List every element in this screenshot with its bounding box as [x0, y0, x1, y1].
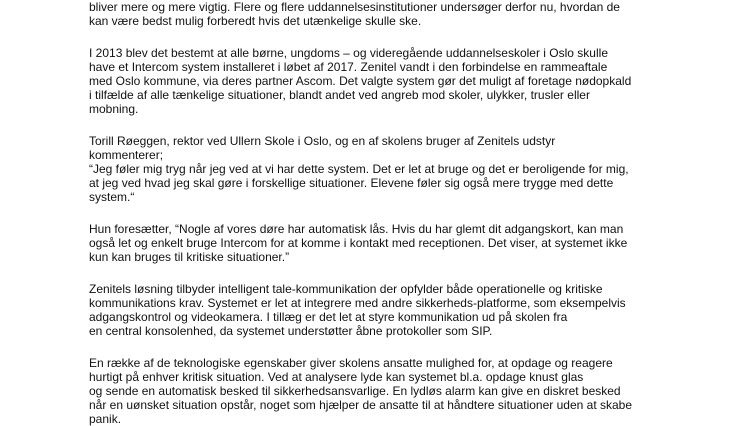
- paragraph-5-line-1: Zenitels løsning tilbyder intelligent tale-kommunikation der opfylder både operationelle og kritiske: [89, 282, 603, 296]
- paragraph-6-line-5: panik.: [89, 412, 122, 426]
- paragraph-2-line-2: have et Intercom system installeret i løbet af 2017. Zenitel vandt i den forbindelse en rammeaftale: [89, 60, 608, 74]
- paragraph-2-line-1: I 2013 blev det bestemt at alle børne, ungdoms – og videregående uddannelseskoler i Oslo skulle: [89, 46, 608, 60]
- paragraph-1-line-2: kan være bedst mulig forberedt hvis det utænkelige skulle ske.: [89, 14, 422, 28]
- paragraph-6-line-3: og sende en automatisk besked til sikkerhedsansvarlige. En lydløs alarm kan give en diskret besked: [89, 384, 621, 398]
- paragraph-3-line-4: at jeg ved hvad jeg skal gøre i forskellige situationer. Elevene føler sig også mere trygge med dette: [89, 176, 614, 190]
- paragraph-4-line-2: også let og enkelt bruge Intercom for at komme i kontakt med receptionen. Det viser, at systemet ikke: [89, 236, 628, 250]
- paragraph-1-line-1: bliver mere og mere vigtig. Flere og flere uddannelsesinstitutioner undersøger derfor nu, hvordan de: [89, 0, 620, 14]
- paragraph-6-line-4: når en uønsket situation opstår, noget som hjælper de ansatte til at håndtere situationer uden at skabe: [89, 398, 633, 412]
- paragraph-3-line-5: system.“: [89, 190, 135, 204]
- paragraph-4-line-3: kun kan bruges til kritiske situationer.”: [89, 250, 290, 264]
- paragraph-3-line-1: Torill Røeggen, rektor ved Ullern Skole i Oslo, og en af skolens bruger af Zenitels udstyr: [89, 134, 556, 148]
- paragraph-5-line-2: kommunikations krav. Systemet er let at integrere med andre sikkerheds-platforme, som eksempelvis: [89, 296, 626, 310]
- paragraph-2-line-4: i tilfælde af alle tænkelige situationer, blandt andet ved angreb mod skoler, ulykker, trusler eller: [89, 88, 590, 102]
- paragraph-2-line-5: mobning.: [89, 102, 139, 116]
- paragraph-2-line-3: med Oslo kommune, via deres partner Ascom. Det valgte system gør det muligt af foretage nødopkald: [89, 74, 632, 88]
- paragraph-4-line-1: Hun foresætter, “Nogle af vores døre har automatisk lås. Hvis du har glemt dit adgangskort, kan man: [89, 222, 624, 236]
- paragraph-5-line-4: en central konsolenhed, da systemet understøtter åbne protokoller som SIP.: [89, 324, 493, 338]
- paragraph-3-line-2: kommenterer;: [89, 148, 164, 162]
- paragraph-6-line-2: hurtigt på enhver kritisk situation. Ved at analysere lyde kan systemet bl.a. opdage knust glas: [89, 370, 584, 384]
- paragraph-6-line-1: En række af de teknologiske egenskaber giver skolens ansatte mulighed for, at opdage og reagere: [89, 356, 613, 370]
- paragraph-5-line-3: adgangskontrol og videokamera. I tillæg er det let at styre kommunikation ud på skolen fra: [89, 310, 568, 324]
- paragraph-3-line-3: “Jeg føler mig tryg når jeg ved at vi har dette system. Det er let at bruge og det er beroligende for mig,: [89, 162, 629, 176]
